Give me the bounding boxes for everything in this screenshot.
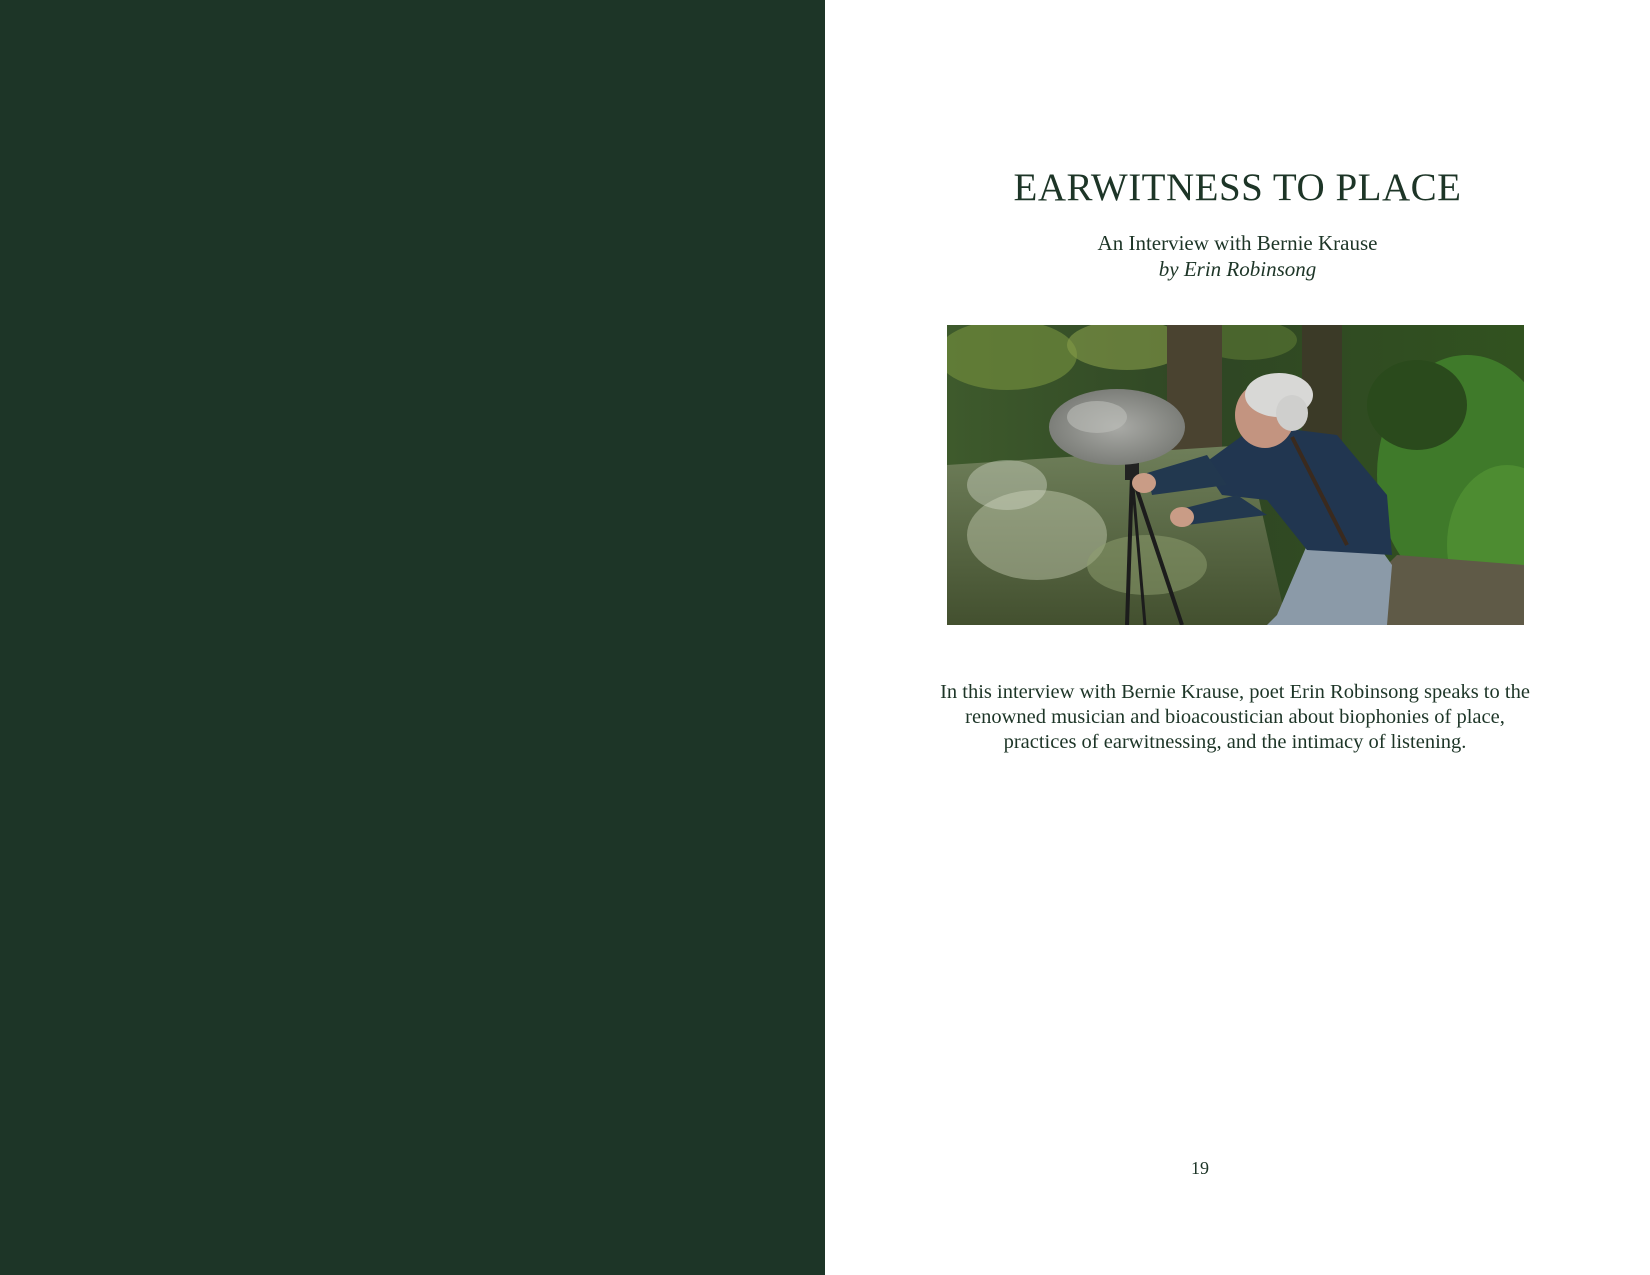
article-abstract: In this interview with Bernie Krause, poet Erin Robinsong speaks to the renowned musician and bioacoustician about biophonies of place, practices of earwitnessing, and the intimacy of listening.	[940, 681, 1530, 753]
article-byline: by Erin Robinsong	[1158, 257, 1317, 281]
right-page	[825, 0, 1650, 1275]
article-subtitle: An Interview with Bernie Krause	[1097, 231, 1378, 255]
article-title: EARWITNESS TO PLACE	[1013, 166, 1462, 209]
page-number: 19	[1191, 1158, 1209, 1178]
article-photo	[947, 325, 1524, 625]
